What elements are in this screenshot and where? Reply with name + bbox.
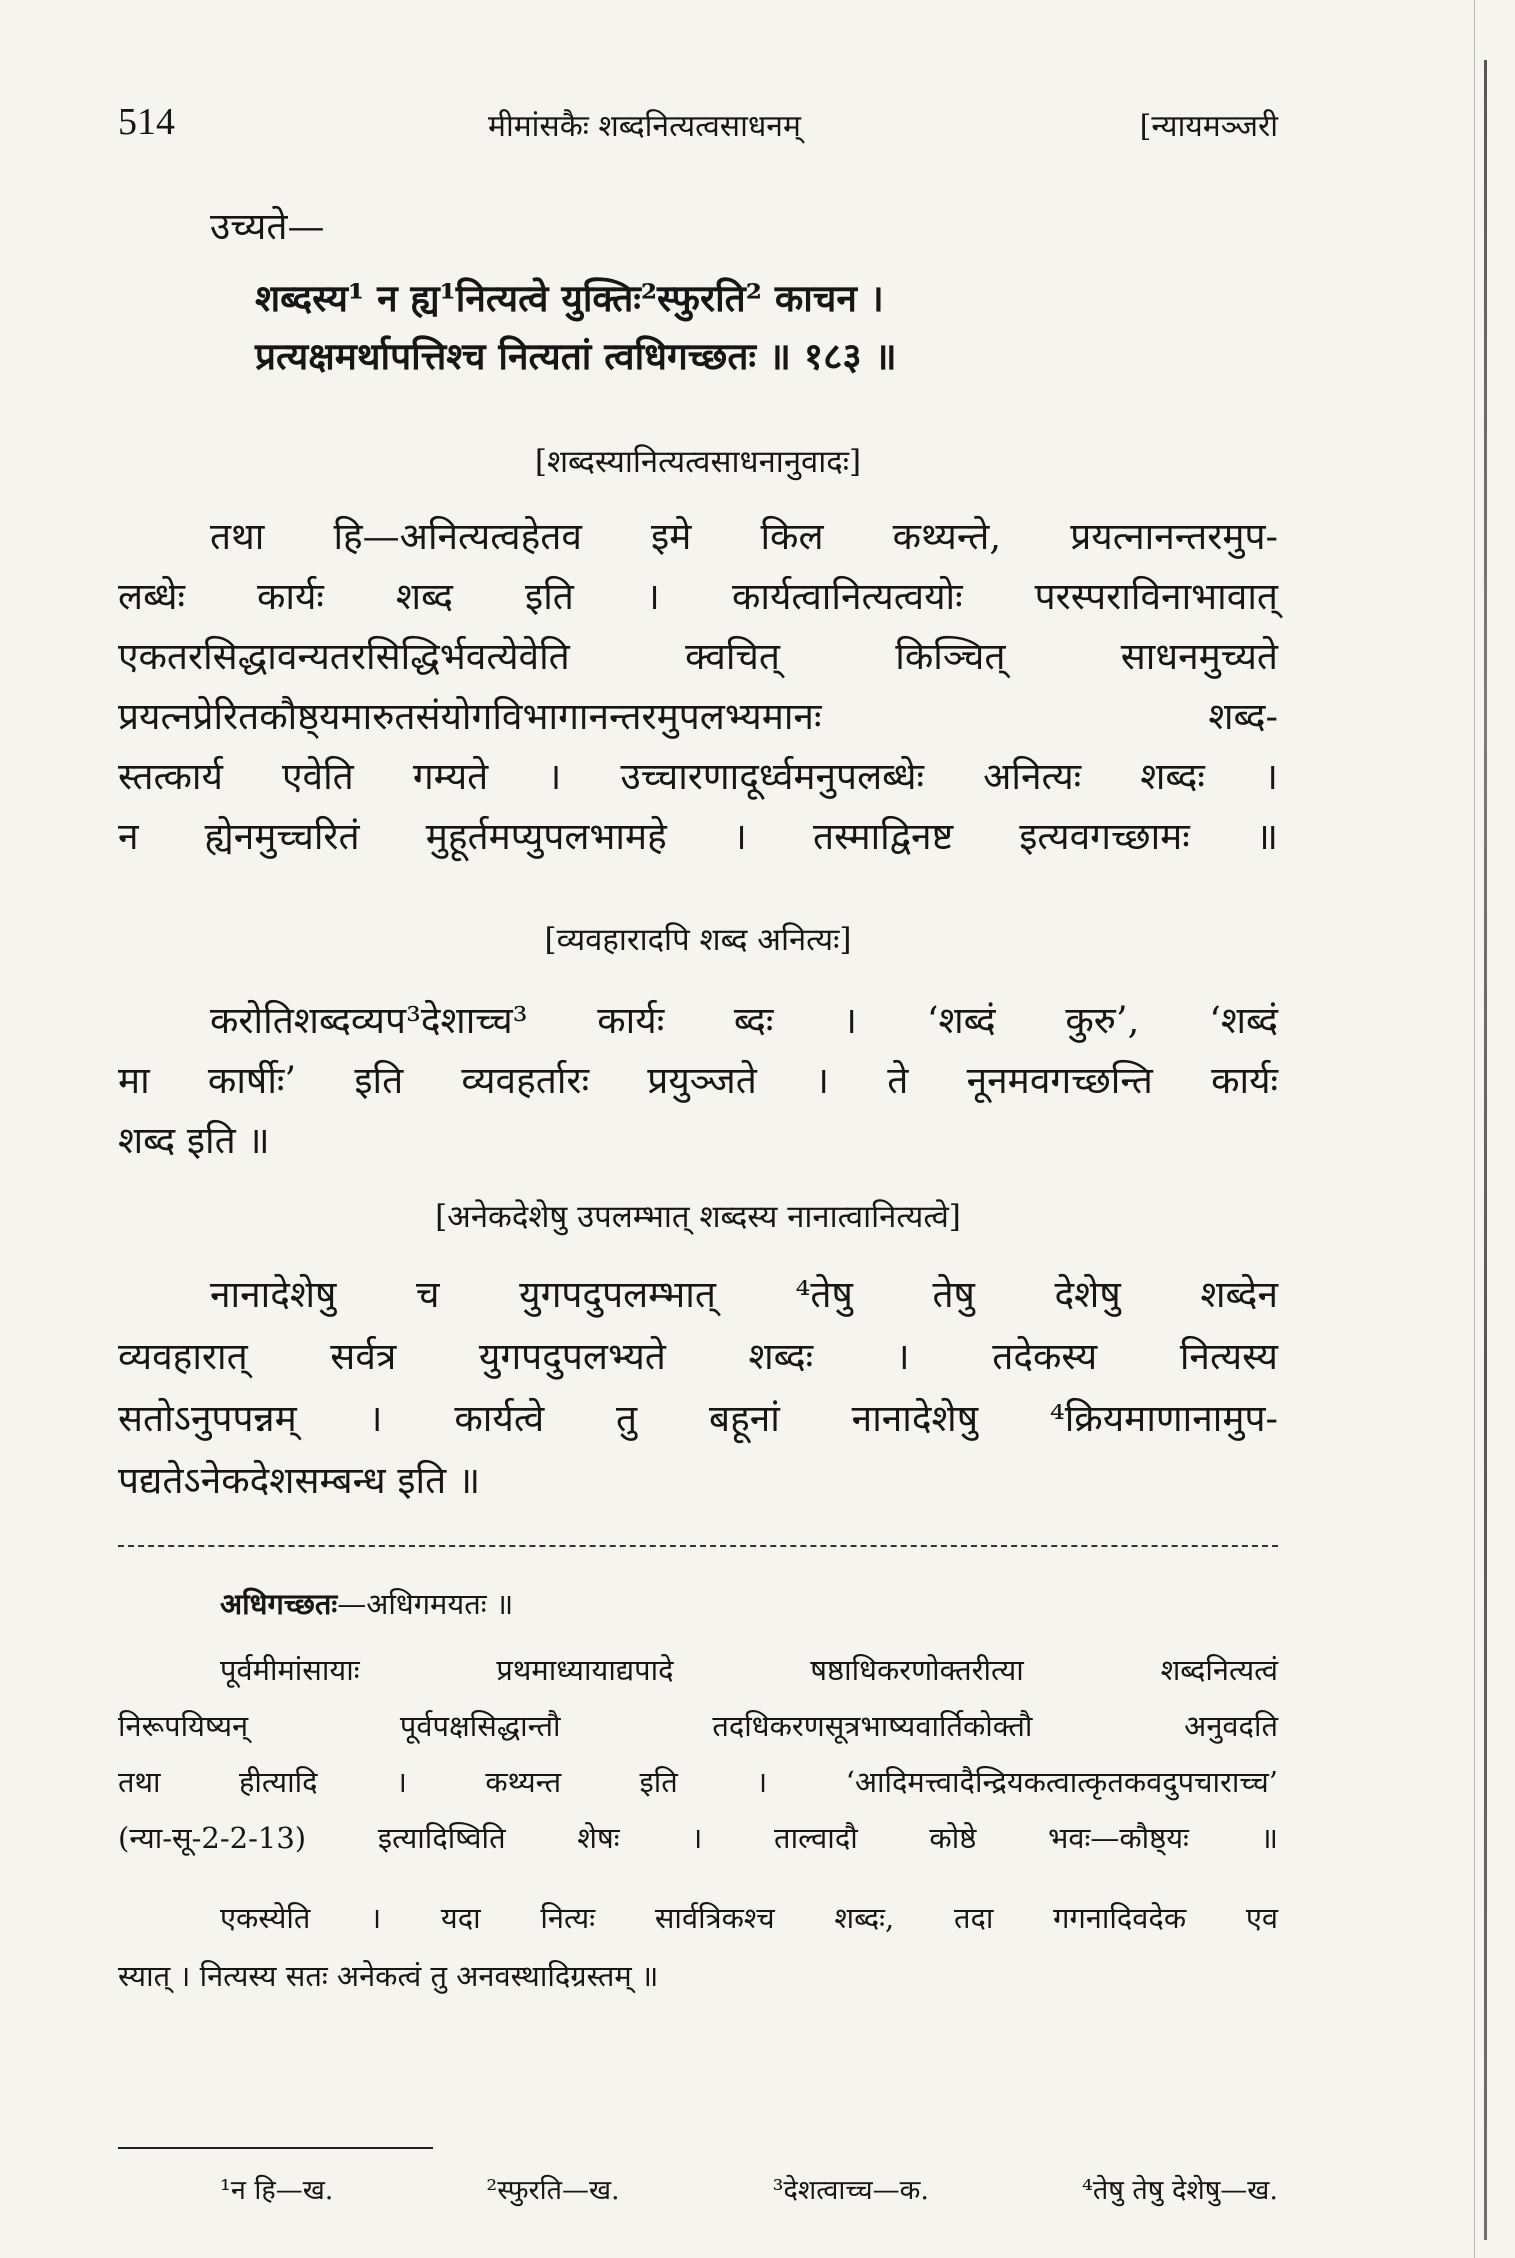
text-line: स्तत्कार्य एवेति गम्यते । उच्चारणादूर्ध्वमनुपलब्धेः अनित्यः शब्दः ।	[118, 755, 1278, 798]
verse-line: शब्दस्य¹ न ह्य¹नित्यत्वे युक्तिः²स्फुरति² काचन ।	[255, 276, 884, 320]
footnote: ⁴तेषु तेषु देशेषु—ख.	[1082, 2175, 1278, 2206]
text-line: लब्धेः कार्यः शब्द इति । कार्यत्वानित्यत्वयोः परस्पराविनाभावात्	[118, 575, 1278, 618]
footnote-rule	[118, 2147, 433, 2149]
text-line: मा कार्षीः’ इति व्यवहर्तारः प्रयुञ्जते । ते नूनमवगच्छन्ति कार्यः	[118, 1059, 1278, 1102]
commentary-line: निरूपयिष्यन् पूर्वपक्षसिद्धान्तौ तदधिकरणसूत्रभाष्यवार्तिकोक्तौ अनुवदति	[118, 1709, 1278, 1743]
commentary-line: तथा हीत्यादि । कथ्यन्त इति । ‘आदिमत्त्वादैन्द्रियकत्वात्कृतकवदुपचाराच्च’	[118, 1765, 1278, 1799]
commentary-separator	[118, 1545, 1278, 1547]
footnote: ¹न हि—ख.	[220, 2175, 334, 2206]
commentary-line: स्यात् । नित्यस्य सतः अनेकत्वं तु अनवस्थादिग्रस्तम् ॥	[118, 1959, 659, 1993]
commentary-line: पूर्वमीमांसायाः प्रथमाध्यायाद्यपादे षष्ठाधिकरणोक्तरीत्या शब्दनित्यत्वं	[220, 1653, 1278, 1687]
text-line: न ह्येनमुच्चरितं मुहूर्तमप्युपलभामहे । तस्माद्विनष्ट इत्यवगच्छामः ॥	[118, 815, 1278, 858]
text-line: सतोऽनुपपन्नम् । कार्यत्वे तु बहूनां नानादेशेषु ⁴क्रियमाणानामुप-	[118, 1397, 1278, 1440]
text-line: शब्द इति ॥	[118, 1119, 270, 1162]
text-line: करोतिशब्दव्यप³देशाच्च³ कार्यः ब्दः । ‘शब्दं कुरु’, ‘शब्दं	[210, 999, 1278, 1042]
section-heading: [अनेकदेशेषु उपलम्भात् शब्दस्य नानात्वानित्यत्वे]	[435, 1199, 961, 1235]
verse-line: प्रत्यक्षमर्थापत्तिश्च नित्यतां त्वधिगच्छतः ॥ १८३ ॥	[255, 334, 897, 378]
running-title: मीमांसकैः शब्दनित्यत्वसाधनम्	[488, 109, 801, 144]
gloss-definition: —अधिगमयतः ॥	[337, 1587, 514, 1621]
text-line: प्रयत्नप्रेरितकौष्ठ्यमारुतसंयोगविभागानन्तरमुपलभ्यमानः शब्द-	[118, 695, 1278, 738]
binding-edge	[1484, 60, 1487, 2240]
text-line: व्यवहारात् सर्वत्र युगपदुपलभ्यते शब्दः । तदेकस्य नित्यस्य	[118, 1335, 1278, 1378]
text-line: तथा हि—अनित्यत्वहेतव इमे किल कथ्यन्ते, प्रयत्नानन्तरमुप-	[210, 515, 1278, 558]
intro-text: उच्यते—	[210, 205, 325, 248]
section-heading: [शब्दस्यानित्यत्वसाधनानुवादः]	[534, 444, 862, 480]
book-title: [न्यायमञ्जरी	[1139, 109, 1278, 144]
footnotes	[220, 2170, 1278, 2207]
text-line: पद्यतेऽनेकदेशसम्बन्ध इति ॥	[118, 1459, 481, 1502]
commentary-line: (न्या-सू-2-2-13) इत्यादिष्विति शेषः । ताल्वादौ कोष्ठे भवः—कौष्ठ्यः ॥	[118, 1821, 1278, 1855]
commentary-line: एकस्येति । यदा नित्यः सार्वत्रिकश्च शब्दः, तदा गगनादिवदेक एव	[220, 1901, 1278, 1935]
gloss-term: अधिगच्छतः	[220, 1587, 338, 1621]
page-header	[118, 100, 1278, 156]
text-line: एकतरसिद्धावन्यतरसिद्धिर्भवत्येवेति क्वचित् किञ्चित् साधनमुच्यते	[118, 635, 1278, 678]
page-number: 514	[118, 101, 175, 143]
text-line: नानादेशेषु च युगपदुपलम्भात् ⁴तेषु तेषु देशेषु शब्देन	[210, 1273, 1278, 1316]
footnote: ²स्फुरति—ख.	[486, 2175, 620, 2206]
commentary-gloss	[220, 1587, 514, 1621]
page-edge-shadow	[1474, 0, 1475, 2258]
footnote: ³देशत्वाच्च—क.	[772, 2175, 929, 2206]
section-heading: [व्यवहारादपि शब्द अनित्यः]	[544, 922, 852, 958]
